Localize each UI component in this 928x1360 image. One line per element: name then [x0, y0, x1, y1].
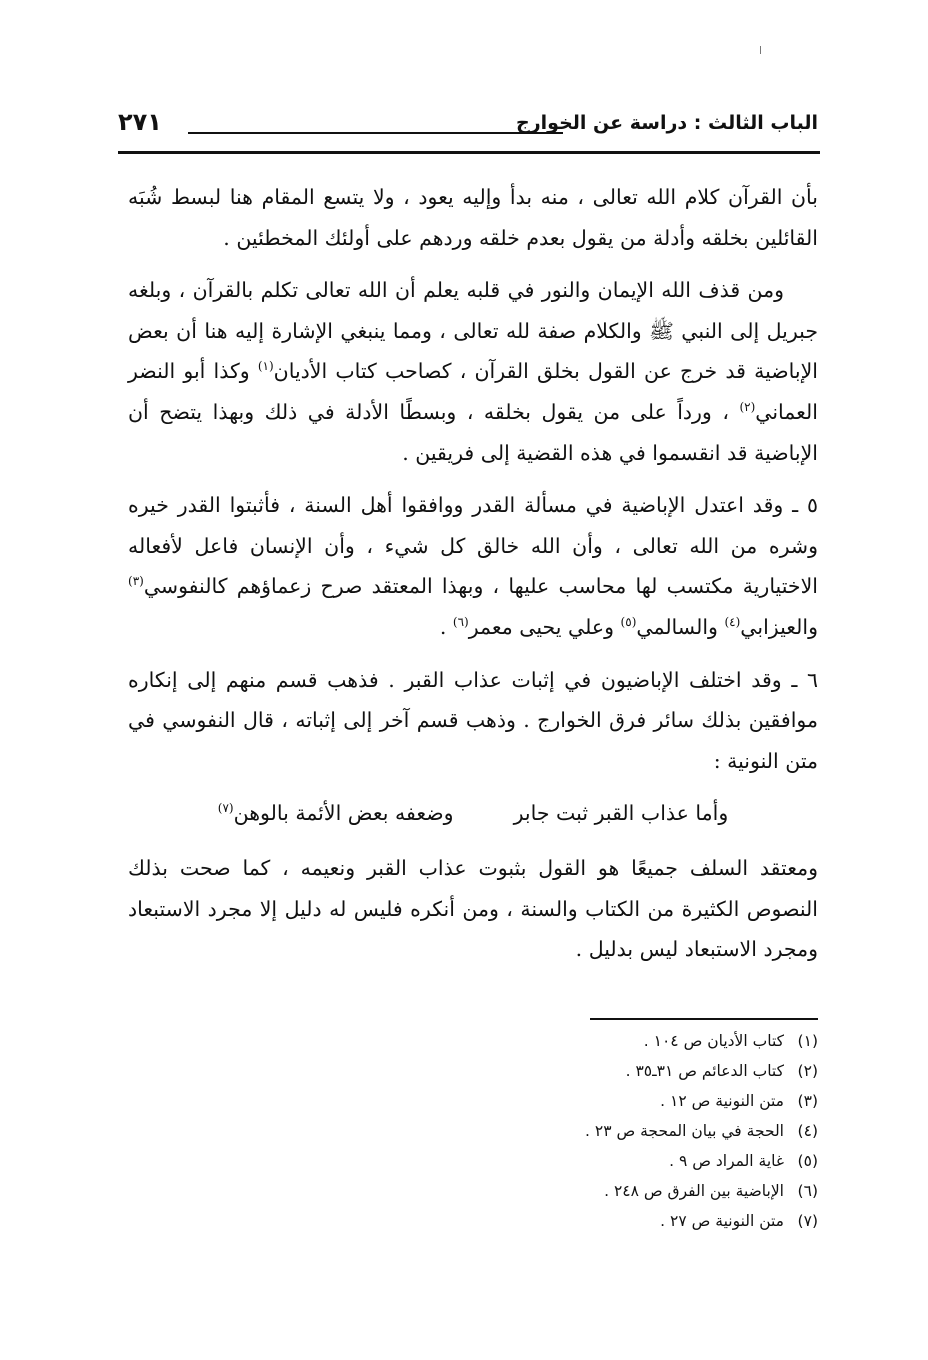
footnote-text: غاية المراد ص ٩ .	[669, 1152, 784, 1170]
paragraph-text: ومن قذف الله الإيمان والنور في قلبه يعلم أن الله تعالى تكلم بالقرآن ، وبلغه جبريل إلى النبي ﷺ والكلام صفة لله تعالى ، ومما ينبغي الإشارة إليه هنا أن بعض الإباضية قد خرج عن القول بخلق القرآن ، كصاحب كتاب الأديان	[128, 278, 819, 384]
paragraph-text: ٥ ـ وقد اعتدل الإباضية في مسألة القدر ووافقوا أهل السنة ، فأثبتوا القدر خيره وشره من الله تعالى ، وأن الله خالق كل شيء ، وأن الإنسان فاعل لأفعاله الاختيارية مكتسب لها محاسب عليها ، وبهذا المعتقد صرح زعماؤهم كالنفوسي	[128, 493, 818, 599]
header-rule	[118, 151, 820, 154]
paragraph-text: وعلي يحيى معمر	[468, 614, 621, 639]
footnote-number: (٦)	[797, 1182, 818, 1200]
page-number: ٢٧١	[118, 108, 162, 136]
verse-first-hemistich: وأما عذاب القبر ثبت جابر	[513, 801, 729, 826]
footnote-ref[interactable]: (١)	[257, 359, 274, 374]
footnote-number: (٥)	[797, 1152, 818, 1170]
footnote-item	[585, 1176, 818, 1206]
paragraph-5	[128, 485, 818, 647]
footnote-number: (٣)	[797, 1092, 818, 1110]
footnote-text: الإباضية بين الفرق ص ٢٤٨ .	[604, 1182, 784, 1200]
footnote-ref[interactable]: (٢)	[739, 400, 756, 415]
footnote-item	[585, 1146, 818, 1176]
paragraph-text: ومعتقد السلف جميعًا هو القول بثبوت عذاب القبر ونعيمه ، كما صحت بذلك النصوص الكثيرة من الكتاب والسنة ، ومن أنكره فليس له دليل إلا مجرد الاستبعاد ومجرد الاستبعاد ليس بدليل .	[128, 855, 818, 962]
paragraph-text: والعيزابي	[740, 614, 818, 639]
footnote-number: (٤)	[797, 1122, 818, 1140]
paragraph-text: بأن القرآن كلام الله تعالى ، منه بدأ وإليه يعود ، ولا يتسع المقام هنا لبسط شُبَه القائلين بخلقه وأدلة من يقول بعدم خلقه وردهم على أولئك المخطئين .	[128, 185, 818, 250]
footnote-text: متن النونية ص ٢٧ .	[660, 1212, 784, 1230]
chapter-title: الباب الثالث : دراسة عن الخوارج	[516, 112, 818, 134]
footnote-number: (٧)	[797, 1212, 818, 1230]
footnote-item	[585, 1026, 818, 1056]
verse-second-hemistich	[218, 793, 454, 834]
footnote-item	[585, 1206, 818, 1236]
scan-mark	[760, 46, 761, 54]
paragraph-1	[128, 177, 818, 258]
running-header	[118, 108, 818, 152]
footnote-ref[interactable]: (٣)	[128, 574, 144, 589]
footnote-number: (٢)	[797, 1062, 818, 1080]
footnote-ref[interactable]: (٥)	[620, 615, 637, 630]
footnote-ref[interactable]: (٧)	[217, 801, 234, 816]
verse-text: وضعفه بعض الأئمة بالوهن	[233, 801, 454, 826]
header-dash-line	[188, 132, 563, 134]
paragraph-6	[128, 660, 818, 782]
footnote-text: كتاب الأديان ص ١٠٤ .	[643, 1032, 784, 1050]
footnote-ref[interactable]: (٤)	[724, 615, 741, 630]
paragraph-text: .	[439, 614, 453, 639]
footnote-number: (١)	[797, 1032, 818, 1050]
footnote-ref[interactable]: (٦)	[452, 615, 469, 630]
footnote-item	[585, 1086, 818, 1116]
footnote-text: متن النونية ص ١٢ .	[660, 1092, 784, 1110]
closing-paragraph	[128, 848, 818, 970]
footnote-item	[585, 1056, 818, 1086]
paragraph-2	[128, 270, 818, 473]
footnote-separator	[590, 1018, 818, 1020]
paragraph-text: والسالمي	[636, 614, 725, 639]
paragraph-text: وكذا أبو النضر العماني	[128, 359, 818, 424]
footnotes-list	[585, 1026, 818, 1236]
main-text	[128, 177, 818, 982]
paragraph-text: ، ورداً على من يقول بخلقه ، وبسطًا الأدلة في ذلك وبهذا يتضح أن الإباضية قد انقسموا في هذه القضية إلى فريقين .	[128, 399, 818, 465]
footnote-text: كتاب الدعائم ص ٣١ـ٣٥ .	[625, 1062, 784, 1080]
paragraph-text: ٦ ـ وقد اختلف الإباضيون في إثبات عذاب القبر . فذهب قسم منهم إلى إنكاره موافقين بذلك سائر فرق الخوارج . وذهب قسم آخر إلى إثباته ، قال النفوسي في متن النونية :	[128, 667, 818, 773]
poem-verse	[128, 793, 818, 834]
footnote-text: الحجة في بيان المحجة ص ٢٣ .	[585, 1122, 784, 1140]
footnote-item	[585, 1116, 818, 1146]
